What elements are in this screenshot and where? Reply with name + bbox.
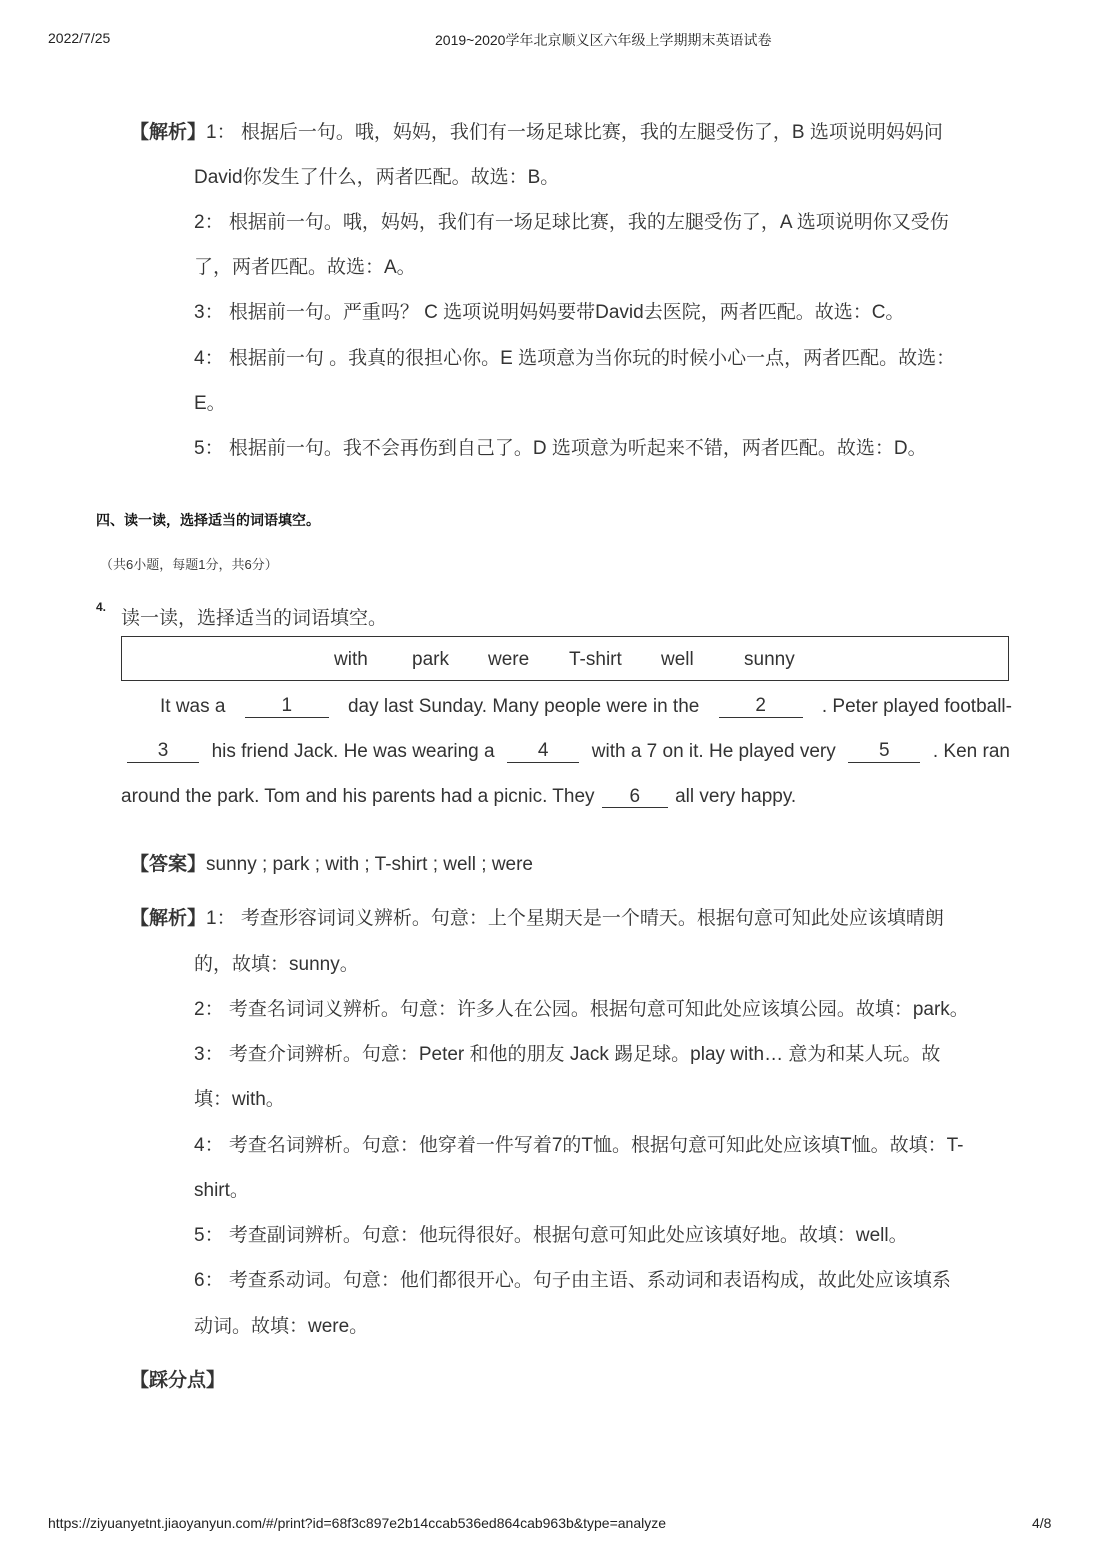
analysis-line: 4： 根据前一句 。我真的很担心你。E 选项意为当你玩的时候小心一点，两者匹配。故选： xyxy=(194,348,956,369)
answer xyxy=(130,849,533,876)
passage-text: his friend Jack. He was wearing a xyxy=(211,741,495,762)
analysis-tag: 【解析】 xyxy=(130,908,207,929)
word-bank-item: park xyxy=(412,649,449,670)
question-number: 4. xyxy=(96,600,107,614)
passage-text: around the park. Tom and his parents had a picnic. They xyxy=(121,786,595,807)
passage-text: with a 7 on it. He played very xyxy=(591,741,836,762)
section-note: （共6小题，每题1分，共6分） xyxy=(100,557,278,572)
analysis-line: 3： 根据前一句。严重吗？ C 选项说明妈妈要带David去医院，两者匹配。故选：C。 xyxy=(194,302,905,323)
analysis-line: shirt。 xyxy=(194,1180,249,1201)
answer-text: sunny ; park ; with ; T-shirt ; well ; were xyxy=(206,854,533,875)
blank-3: 3 xyxy=(127,741,199,763)
blank-1: 1 xyxy=(245,696,329,718)
blank-2: 2 xyxy=(719,696,803,718)
analysis-line: 1： 考查形容词词义辨析。句意：上个星期天是一个晴天。根据句意可知此处应该填晴朗 xyxy=(206,908,944,929)
analysis-line: 6： 考查系动词。句意：他们都很开心。句子由主语、系动词和表语构成，故此处应该填系 xyxy=(194,1270,951,1291)
word-bank-item: were xyxy=(488,649,530,670)
passage-text: day last Sunday. Many people were in the xyxy=(347,696,700,717)
analysis-line: 动词。故填：were。 xyxy=(194,1316,369,1337)
blank-5: 5 xyxy=(848,741,920,763)
score-points-heading: 【踩分点】 xyxy=(130,1370,226,1391)
analysis-line: E。 xyxy=(194,393,226,414)
question-prompt: 读一读，选择适当的词语填空。 xyxy=(121,608,388,629)
analysis-line: 填：with。 xyxy=(194,1089,285,1110)
analysis-line: 3： 考查介词辨析。句意：Peter 和他的朋友 Jack 踢足球。play with… 意为和某人玩。故 xyxy=(194,1044,941,1065)
word-bank-item: well xyxy=(661,649,694,670)
page-url[interactable]: https://ziyuanyetnt.jiaoyanyun.com/#/print?id=68f3c897e2b14ccab536ed864cab963b&type=analyze xyxy=(48,1515,667,1531)
page-number: 4/8 xyxy=(1032,1515,1052,1531)
analysis-line: 2： 根据前一句。哦，妈妈，我们有一场足球比赛，我的左腿受伤了，A 选项说明你又受伤 xyxy=(194,212,949,233)
blank-4: 4 xyxy=(507,741,579,763)
analysis-line: 1： 根据后一句。哦，妈妈，我们有一场足球比赛，我的左腿受伤了，B 选项说明妈妈问 xyxy=(206,122,943,143)
section-title: 四、读一读，选择适当的词语填空。 xyxy=(96,512,320,528)
word-bank-item: with xyxy=(334,649,368,670)
answer-tag: 【答案】 xyxy=(130,854,207,875)
analysis-line: 了，两者匹配。故选：A。 xyxy=(194,257,416,278)
passage-text: . Ken ran xyxy=(932,741,1010,762)
blank-6: 6 xyxy=(602,787,668,808)
passage-text: . Peter played football- xyxy=(821,696,1012,717)
analysis-line: David你发生了什么，两者匹配。故选：B。 xyxy=(194,167,560,188)
analysis-line: 5： 考查副词辨析。句意：他玩得很好。根据句意可知此处应该填好地。故填：well。 xyxy=(194,1225,908,1246)
word-bank-item: T-shirt xyxy=(569,649,622,670)
word-bank xyxy=(121,636,1009,681)
document-title: 2019~2020学年北京顺义区六年级上学期期末英语试卷 xyxy=(435,32,772,48)
word-bank-item: sunny xyxy=(744,649,795,670)
print-date: 2022/7/25 xyxy=(48,30,111,46)
analysis-line: 2： 考查名词词义辨析。句意：许多人在公园。根据句意可知此处应该填公园。故填：park。 xyxy=(194,999,969,1020)
analysis-tag: 【解析】 xyxy=(130,122,207,143)
analysis-line: 4： 考查名词辨析。句意：他穿着一件写着7的T恤。根据句意可知此处应该填T恤。故填：T- xyxy=(194,1135,964,1156)
analysis-line: 的，故填：sunny。 xyxy=(194,954,359,975)
passage-text: It was a xyxy=(160,696,226,717)
passage-text: all very happy. xyxy=(675,786,797,807)
analysis-line: 5： 根据前一句。我不会再伤到自己了。D 选项意为听起来不错，两者匹配。故选：D。 xyxy=(194,438,927,459)
